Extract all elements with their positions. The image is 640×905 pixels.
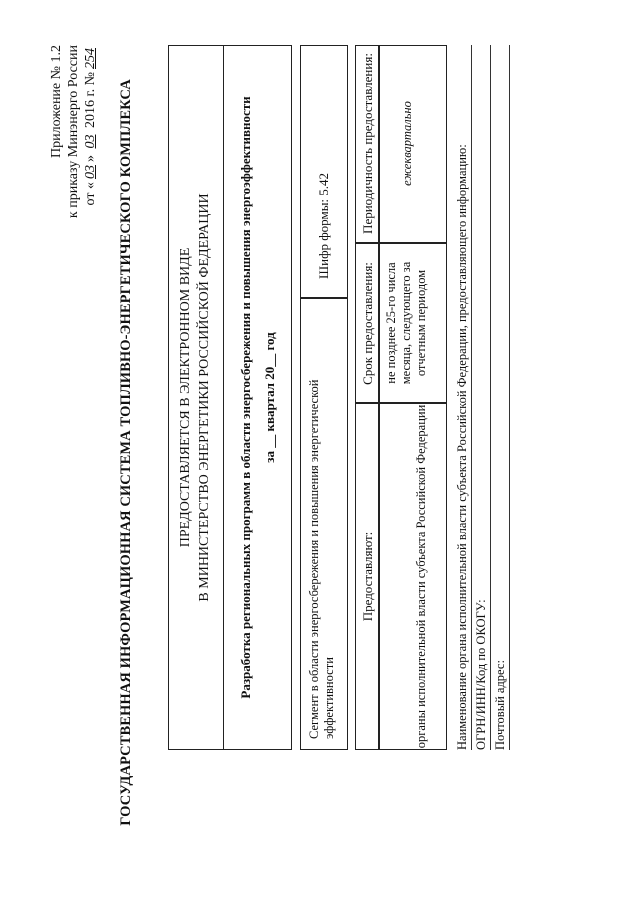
submission-line-2: В МИНИСТЕРСТВО ЭНЕРГЕТИКИ РОССИЙСКОЙ ФЕДЕРАЦИИ	[197, 193, 212, 602]
handwritten-day: 03	[83, 165, 98, 180]
submission-box	[168, 45, 224, 750]
divider	[509, 45, 510, 750]
provision-table	[355, 45, 447, 750]
handwritten-month: 03	[83, 134, 98, 149]
appendix-date-line: от «03» 03 2016 г. №254	[82, 45, 99, 218]
segment-text: Сегмент в области энергосбережения и повышения энергетической эффективности	[307, 379, 336, 739]
system-title: ГОСУДАРСТВЕННАЯ ИНФОРМАЦИОННАЯ СИСТЕМА ТОПЛИВНО-ЭНЕРГЕТИЧЕСКОГО КОМПЛЕКСА	[118, 79, 134, 826]
header-periodicity: Периодичность предоставления:	[360, 53, 375, 234]
appendix-note	[48, 45, 99, 218]
header-submitters: Предоставляют:	[360, 531, 375, 622]
form-title: Разработка региональных программ в области энергосбережения и повышения энергоэффективности	[238, 96, 253, 699]
cell-submitters: органы исполнительной власти субъекта Российской Федерации	[414, 404, 428, 749]
header-deadline: Срок предоставления:	[360, 262, 375, 385]
submission-line-1: ПРЕДОСТАВЛЯЕТСЯ В ЭЛЕКТРОННОМ ВИДЕ	[178, 247, 193, 548]
handwritten-order-number: 254	[83, 48, 98, 69]
form-title-box	[224, 45, 292, 750]
appendix-order-ref: к приказу Минэнерго России	[66, 45, 81, 219]
divider	[490, 45, 491, 750]
cell-periodicity: ежеквартально	[400, 101, 414, 186]
footer-address: Почтовый адрес:	[493, 660, 507, 750]
order-year: 2016	[83, 100, 98, 129]
form-code: Шифр формы: 5.42	[316, 172, 331, 279]
divider	[471, 45, 472, 750]
appendix-title: Приложение № 1.2	[49, 45, 64, 158]
footer-ogrn: ОГРН/ИНН/Код по ОКОГУ:	[474, 599, 488, 750]
cell-deadline: не позднее 25-го числа месяца, следующего за отчетным периодом	[384, 261, 428, 385]
form-period: за __ квартал 20__ год	[262, 332, 277, 463]
segment-box	[300, 45, 348, 750]
footer-org-name: Наименование органа исполнительной власти субъекта Российской Федерации, предоставляющего информацию:	[455, 144, 469, 750]
